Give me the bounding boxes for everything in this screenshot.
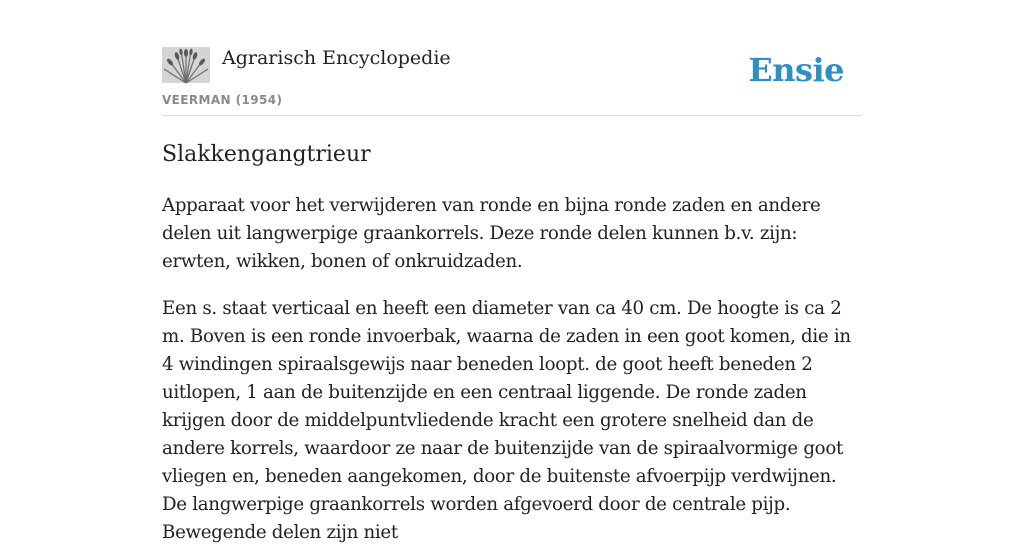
article-body (162, 116, 862, 547)
source-header (162, 0, 862, 116)
article-paragraph: Een s. staat verticaal en heeft een diameter van ca 40 cm. De hoogte is ca 2 m. Boven is een ronde invoerbak, waarna de zaden in een goot komen, die in 4 windingen spiraalsgewijs naar beneden loopt. de goot heeft beneden 2 uitlopen, 1 aan de buitenzijde en een centraal liggende. De ronde zaden krijgen door de middelpuntvliedende kracht een grotere snelheid dan de andere korrels, waardoor ze naar de buitenzijde van de spiraalvormige goot vliegen en, beneden aangekomen, door de buitenste afvoerpijp verdwijnen. De langwerpige graankorrels worden afgevoerd door de centrale pijp. Bewegende delen zijn niet (162, 298, 851, 543)
wheat-illustration-icon[interactable] (162, 47, 210, 83)
source-author-year: VEERMAN (1954) (162, 93, 283, 107)
article-title: Slakkengangtrieur (162, 142, 371, 167)
article-paragraph: Apparaat voor het verwijderen van ronde en bijna ronde zaden en andere delen uit langwerpige graankorrels. Deze ronde delen kunnen b.v. zijn: erwten, wikken, bonen of onkruidzaden. (162, 195, 821, 272)
wheat-illustration-image (162, 47, 210, 83)
article-container (162, 0, 862, 547)
source-title[interactable]: Agrarisch Encyclopedie (222, 47, 451, 69)
brand-logo[interactable]: Ensie (748, 51, 844, 89)
